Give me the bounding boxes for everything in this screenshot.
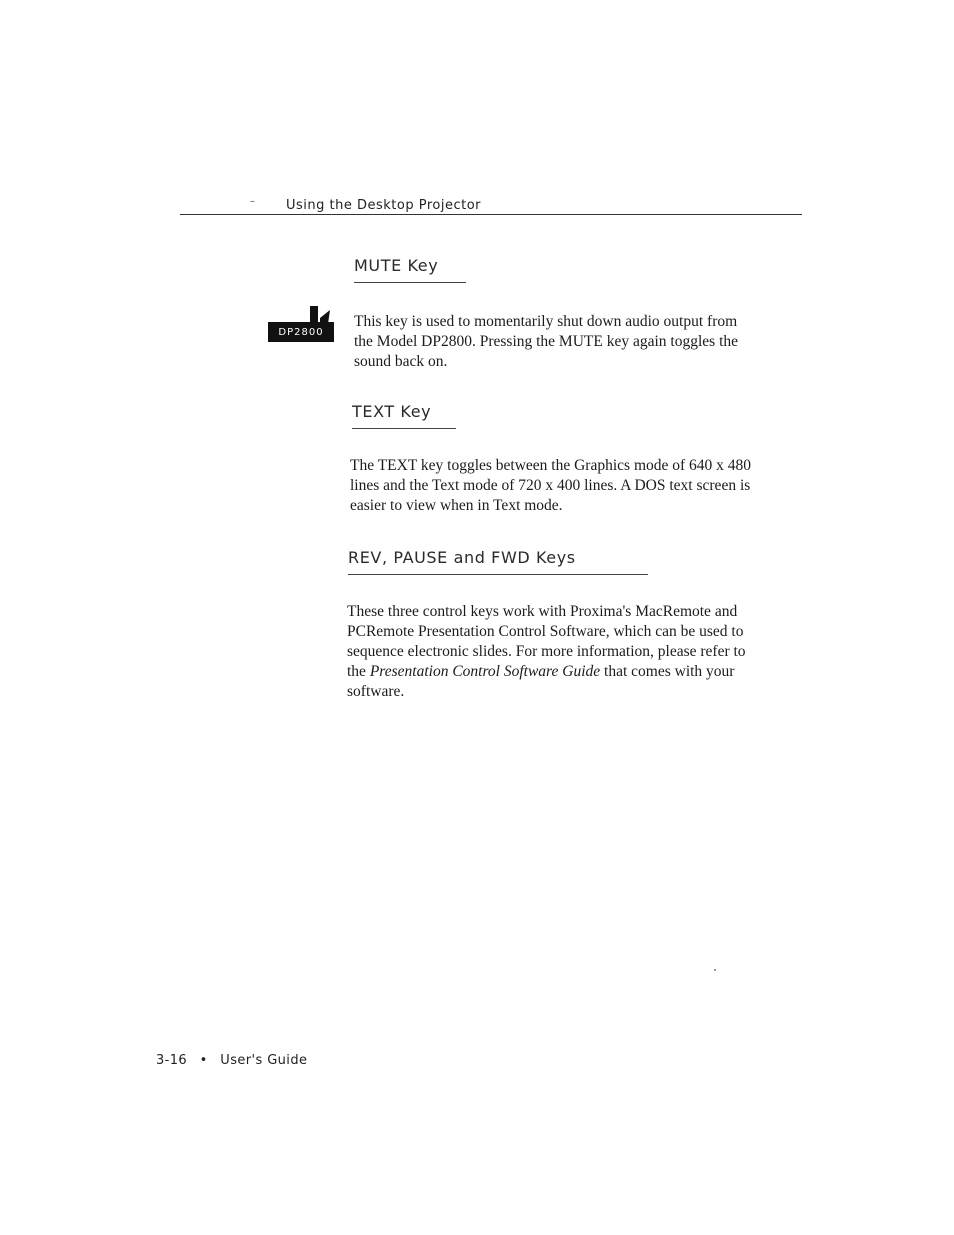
mute-line-1: This key is used to momentarily shut down audio output from (354, 313, 738, 330)
dp2800-badge: DP2800 (268, 322, 334, 342)
section-title-text-key: TEXT Key (352, 402, 432, 421)
mute-line-2: the Model DP2800. Pressing the MUTE key again toggles the (354, 333, 739, 350)
rpf-line-5: software. (347, 683, 405, 700)
running-head: Using the Desktop Projector (286, 198, 482, 213)
running-head-rule (180, 214, 802, 215)
text-line-3: easier to view when in Text mode. (350, 497, 563, 514)
section-rule-rev-pause-fwd-keys (348, 574, 648, 575)
footer-label: User's Guide (220, 1053, 308, 1068)
mute-key-paragraph (354, 312, 794, 372)
footer-bullet: • (199, 1053, 208, 1068)
rpf-line-4-prefix: the (347, 663, 370, 680)
rev-pause-fwd-paragraph (347, 602, 797, 702)
text-line-1: The TEXT key toggles between the Graphics mode of 640 x 480 (350, 457, 752, 474)
scan-speck (714, 969, 716, 971)
section-title-mute-key: MUTE Key (354, 256, 439, 275)
page-footer (156, 1053, 307, 1068)
rpf-line-1: These three control keys work with Proxima's MacRemote and (347, 603, 738, 620)
section-rule-text-key (352, 428, 456, 429)
section-rule-mute-key (354, 282, 466, 283)
rpf-line-4 (347, 662, 797, 682)
mute-line-3: sound back on. (354, 353, 448, 370)
page-number: 3-16 (156, 1053, 188, 1068)
text-line-2: lines and the Text mode of 720 x 400 lines. A DOS text screen is (350, 477, 751, 494)
text-key-paragraph (350, 456, 800, 516)
guide-title-italic: Presentation Control Software Guide (369, 663, 601, 680)
rpf-line-2: PCRemote Presentation Control Software, which can be used to (347, 623, 744, 640)
rpf-line-4-suffix: that comes with your (600, 663, 735, 680)
rpf-line-3: sequence electronic slides. For more information, please refer to (347, 643, 746, 660)
section-title-rev-pause-fwd-keys: REV, PAUSE and FWD Keys (348, 548, 576, 567)
running-head-dash: – (250, 196, 255, 207)
